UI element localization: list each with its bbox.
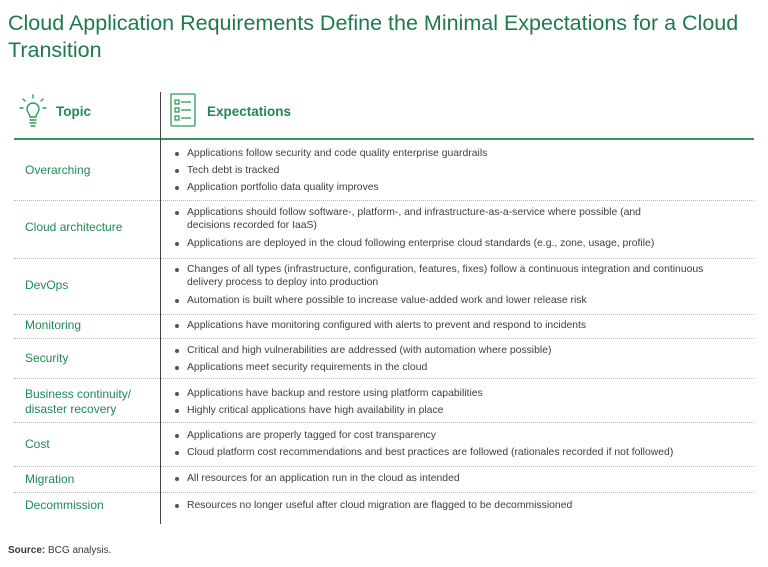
topic-label: Cost [25, 437, 50, 451]
lightbulb-icon [19, 94, 47, 130]
table-row [14, 258, 754, 314]
expectation-item: Applications have backup and restore using platform capabilities [174, 387, 754, 400]
source-note [8, 545, 111, 556]
expectation-item: Highly critical applications have high availability in place [174, 404, 754, 417]
expectation-item: Applications are deployed in the cloud following enterprise cloud standards (e.g., zone, usage, profile) [174, 237, 747, 250]
expectation-item: Applications are properly tagged for cost transparency [174, 429, 754, 442]
topic-column-header: Topic [56, 104, 91, 119]
table-row [14, 338, 754, 378]
topic-label: Overarching [25, 163, 91, 177]
topic-label: Business continuity/ disaster recovery [25, 387, 132, 416]
expectation-item: Automation is built where possible to increase value-added work and lower release risk [174, 294, 714, 307]
expectation-list [174, 263, 714, 307]
table-row [14, 200, 754, 258]
source-text: BCG analysis. [48, 545, 112, 556]
expectation-item: Applications meet security requirements in the cloud [174, 361, 754, 374]
checklist-icon [170, 92, 196, 128]
expectation-list [174, 319, 754, 332]
topic-label: Decommission [25, 498, 104, 512]
topic-label: Migration [25, 472, 75, 486]
expectation-list [174, 429, 754, 459]
expectation-item: Tech debt is tracked [174, 164, 754, 177]
expectation-list [174, 147, 754, 194]
expectation-item: Changes of all types (infrastructure, configuration, features, fixes) follow a continuous integration and continuous delivery process to deploy into production [174, 263, 714, 289]
source-label: Source: [8, 545, 46, 556]
table-header [14, 92, 754, 138]
expectation-item: Critical and high vulnerabilities are addressed (with automation where possible) [174, 344, 754, 357]
expectation-list [174, 499, 754, 512]
table-row [14, 466, 754, 492]
topic-label: Cloud architecture [25, 220, 123, 234]
expectation-item: All resources for an application run in the cloud as intended [174, 472, 754, 485]
expectations-column-header: Expectations [207, 104, 292, 119]
page-title: Cloud Application Requirements Define the Minimal Expectations for a Cloud Transition [8, 11, 739, 62]
table-row [14, 314, 754, 338]
table-row [14, 140, 754, 200]
table-row [14, 378, 754, 422]
expectation-item: Cloud platform cost recommendations and best practices are followed (rationales recorded if not followed) [174, 446, 754, 459]
table-row [14, 492, 754, 518]
expectation-list [174, 472, 754, 485]
expectation-item: Applications have monitoring configured with alerts to prevent and respond to incidents [174, 319, 754, 332]
expectation-list [174, 387, 754, 417]
expectation-item: Resources no longer useful after cloud migration are flagged to be decommissioned [174, 499, 754, 512]
table-row [14, 422, 754, 466]
expectation-list [174, 206, 674, 250]
expectation-item: Applications should follow software-, platform-, and infrastructure-as-a-service where possible (and decisions recorded for IaaS) [174, 206, 674, 232]
expectation-item: Application portfolio data quality improves [174, 181, 754, 194]
topic-label: DevOps [25, 278, 69, 292]
topic-label: Monitoring [25, 318, 82, 332]
topic-label: Security [25, 351, 69, 365]
expectation-list [174, 344, 754, 374]
expectation-item: Applications follow security and code quality enterprise guardrails [174, 147, 754, 160]
